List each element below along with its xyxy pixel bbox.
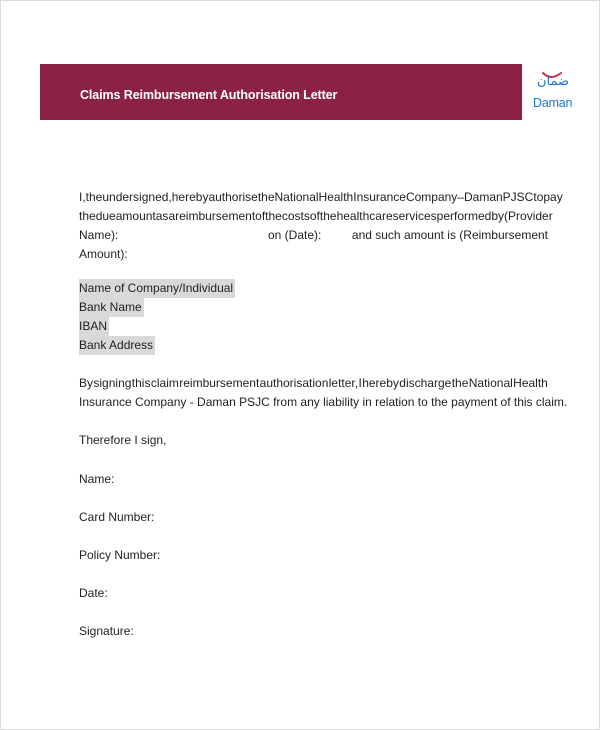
word: the — [79, 209, 96, 223]
word: I, — [79, 190, 86, 204]
paragraph-line — [79, 226, 548, 245]
logo-arabic-text: ضمان — [537, 74, 570, 89]
word: Health — [513, 376, 548, 390]
word: signing — [93, 376, 132, 390]
word: hereby — [171, 190, 209, 204]
date-label: on (Date): — [268, 228, 322, 242]
word: Insurance — [353, 190, 406, 204]
word: as — [155, 209, 169, 223]
word: the — [319, 209, 337, 223]
paragraph-line — [79, 188, 563, 207]
word: (Provider — [504, 209, 553, 223]
word: reimbursement — [175, 209, 256, 223]
signature-field-label: Signature: — [79, 624, 134, 638]
word: healthcare — [336, 209, 393, 223]
word: By — [79, 376, 94, 390]
word: authorisation — [259, 376, 329, 390]
word: a — [168, 209, 176, 223]
word: – — [457, 190, 464, 204]
authorisation-paragraph — [79, 188, 563, 264]
word: undersigned, — [102, 190, 172, 204]
amount-label: Amount): — [79, 247, 128, 261]
word: the — [265, 209, 282, 223]
word: pay — [543, 190, 563, 204]
word: this — [131, 376, 151, 390]
paragraph-line: Insurance Company - Daman PSJC from any liability in relation to the payment of this claim. — [79, 395, 568, 409]
paragraph-line — [79, 374, 548, 393]
word: due — [95, 209, 116, 223]
bank-details-block — [79, 279, 235, 355]
bank-field-iban: IBAN — [79, 317, 109, 336]
word: discharge — [399, 376, 452, 390]
word: to — [533, 190, 544, 204]
word: performed — [436, 209, 492, 223]
document-title: Claims Reimbursement Authorisation Letter — [80, 88, 338, 102]
policy-number-field-label: Policy Number: — [79, 548, 161, 562]
date-field-label: Date: — [79, 586, 108, 600]
word: the — [451, 376, 469, 390]
word: PJSC — [502, 190, 534, 204]
word: by — [491, 209, 505, 223]
word: hereby — [362, 376, 399, 390]
word: reimbursement — [179, 376, 260, 390]
word: amount — [115, 209, 156, 223]
title-banner — [40, 64, 522, 120]
word: Health — [318, 190, 354, 204]
word: the — [257, 190, 275, 204]
word: authorise — [208, 190, 258, 204]
bank-field-company: Name of Company/Individual — [79, 279, 235, 298]
paragraph-line — [79, 207, 553, 226]
provider-name-label: Name): — [79, 228, 119, 242]
word: of — [255, 209, 266, 223]
therefore-sign-text: Therefore I sign, — [79, 433, 167, 447]
word: services — [392, 209, 437, 223]
word: letter, — [328, 376, 359, 390]
word: National — [468, 376, 513, 390]
discharge-paragraph — [79, 374, 568, 412]
word: costs — [281, 209, 310, 223]
word: National — [274, 190, 319, 204]
name-field-label: Name: — [79, 472, 115, 486]
bank-field-address: Bank Address — [79, 336, 155, 355]
reimbursement-label: and such amount is (Reimbursement — [351, 228, 548, 242]
word: Company — [405, 190, 458, 204]
logo-latin-text: Daman — [533, 96, 573, 110]
bank-field-bank-name: Bank Name — [79, 298, 144, 317]
word: claim — [150, 376, 179, 390]
word: Daman — [463, 190, 503, 204]
word: of — [309, 209, 320, 223]
word: the — [85, 190, 103, 204]
card-number-field-label: Card Number: — [79, 510, 155, 524]
daman-logo — [525, 67, 577, 117]
word: I — [358, 376, 362, 390]
